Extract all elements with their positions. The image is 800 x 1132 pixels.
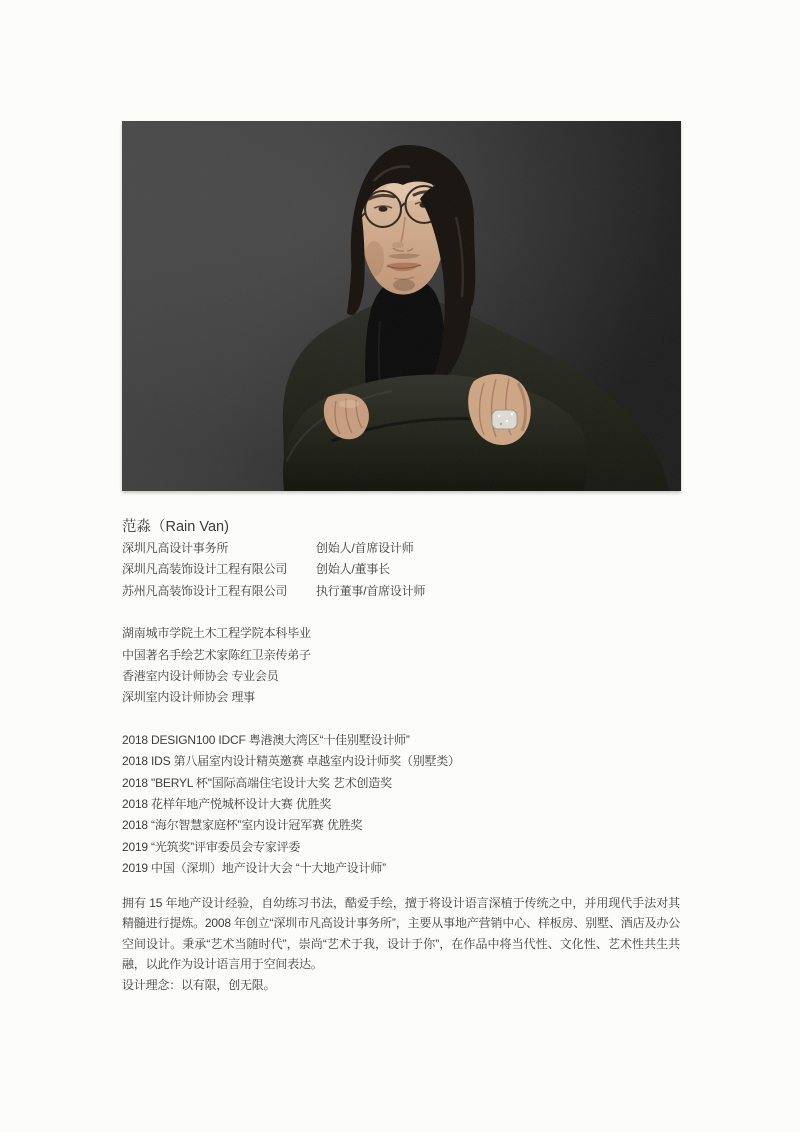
role-org: 深圳凡高装饰设计工程有限公司 bbox=[122, 562, 288, 577]
award-line: 2018 DESIGN100 IDCF 粤港澳大湾区“十佳别墅设计师” bbox=[122, 732, 410, 747]
designer-name: 范淼（Rain Van) bbox=[122, 519, 229, 535]
award-line: 2018 IDS 第八届室内设计精英邀赛 卓越室内设计师奖（别墅类） bbox=[122, 754, 460, 769]
design-philosophy: 设计理念：以有限，创无限。 bbox=[122, 977, 276, 992]
role-org: 苏州凡高装饰设计工程有限公司 bbox=[122, 583, 288, 598]
credential-line: 中国著名手绘艺术家陈红卫亲传弟子 bbox=[122, 647, 311, 662]
spacer bbox=[122, 709, 680, 730]
role-row bbox=[122, 581, 680, 602]
portrait-photo bbox=[122, 121, 681, 491]
spacer bbox=[122, 880, 680, 893]
role-title: 创始人/董事长 bbox=[316, 562, 390, 577]
profile-text bbox=[122, 516, 680, 995]
role-title: 创始人/首席设计师 bbox=[316, 541, 414, 555]
award-line: 2018 "BERYL 杯"国际高端住宅设计大奖 艺术创造奖 bbox=[122, 775, 392, 790]
role-title: 执行董事/首席设计师 bbox=[316, 583, 426, 598]
photo-grain bbox=[122, 121, 681, 491]
credential-line: 湖南城市学院土木工程学院本科毕业 bbox=[122, 626, 311, 641]
role-row bbox=[122, 538, 680, 559]
role-row bbox=[122, 559, 680, 580]
role-org: 深圳凡高设计事务所 bbox=[122, 541, 229, 555]
bio-paragraph: 拥有 15 年地产设计经验，自幼练习书法，酷爱手绘，擅于将设计语言深植于传统之中，并用现代手法对其精髓进行提炼。2008 年创立“深圳市凡高设计事务所”，主要从事地产营销中心、样板房、别墅、酒店及办公空间设计。秉承“艺术当随时代”，崇尚“艺术于我，设计于你”，在作品中将当代性、文化性、艺术性共生共融，以此作为设计语言用于空间表达。 bbox=[122, 895, 680, 972]
spacer bbox=[122, 602, 680, 623]
credential-line: 香港室内设计师协会 专业会员 bbox=[122, 669, 279, 684]
roles-list bbox=[122, 538, 680, 602]
credentials-list bbox=[122, 623, 680, 709]
credential-line: 深圳室内设计师协会 理事 bbox=[122, 690, 255, 705]
award-line: 2018 “海尔智慧家庭杯”室内设计冠军赛 优胜奖 bbox=[122, 818, 363, 833]
awards-list bbox=[122, 730, 680, 880]
award-line: 2019 中国（深圳）地产设计大会 “十大地产设计师” bbox=[122, 861, 386, 876]
award-line: 2018 花样年地产悦城杯设计大赛 优胜奖 bbox=[122, 797, 332, 812]
portrait-illustration bbox=[122, 121, 681, 491]
award-line: 2019 “光筑奖”评审委员会专家评委 bbox=[122, 839, 301, 854]
